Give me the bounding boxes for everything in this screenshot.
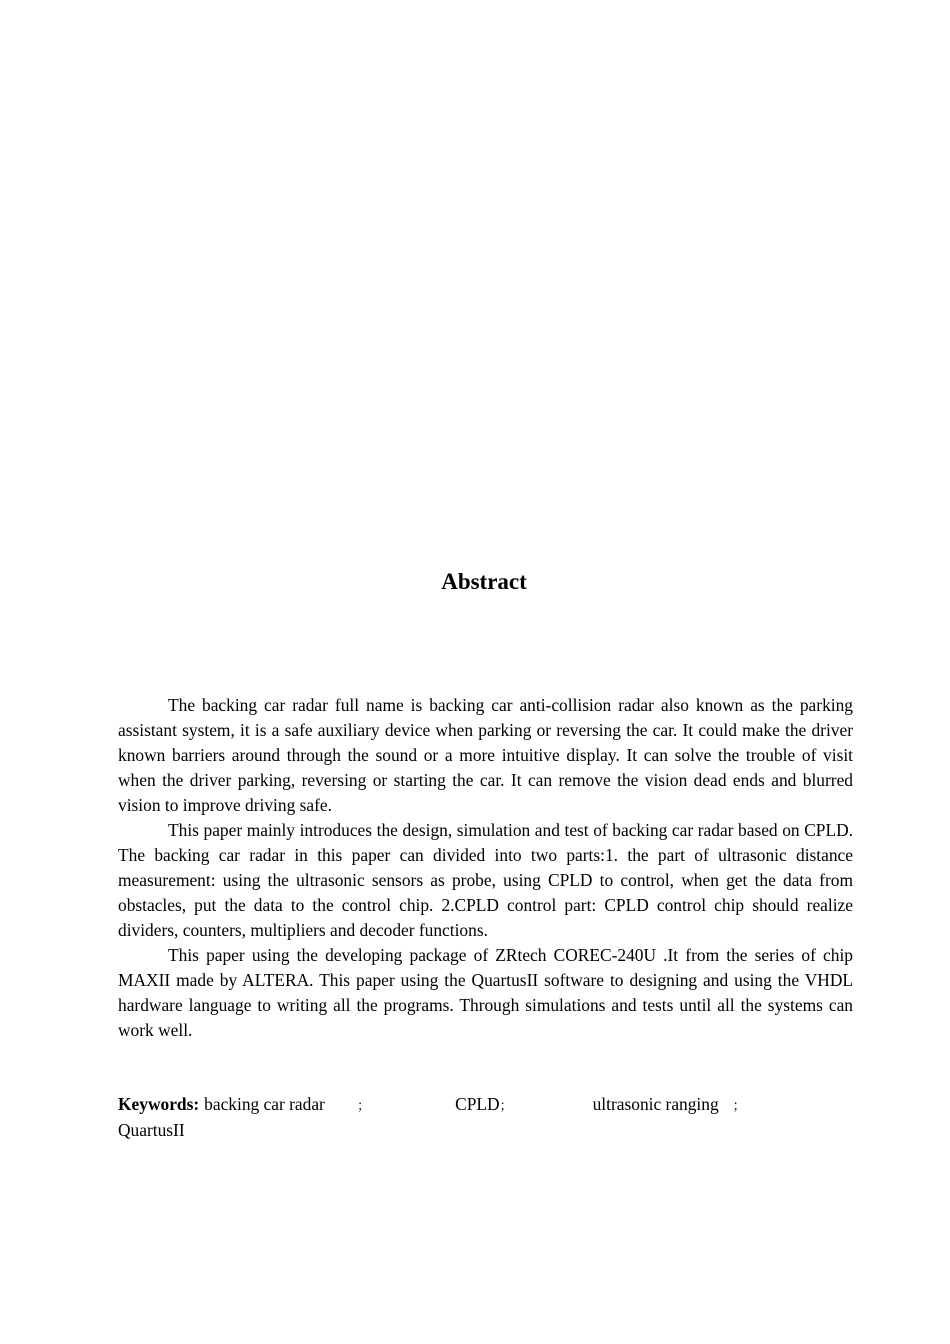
keyword-2: CPLD: [455, 1094, 500, 1114]
keywords-row: [118, 1092, 853, 1118]
abstract-paragraph-2: This paper mainly introduces the design, simulation and test of backing car radar based on CPLD. The backing car radar in this paper can divided into two parts:1. the part of ultrasonic distance measurement: using the ultrasonic sensors as probe, using CPLD to control, when get the data from obstacles, put the data to the control chip. 2.CPLD control part: CPLD control chip should realize dividers, counters, multipliers and decoder functions.: [118, 820, 853, 940]
keywords-row-2: [118, 1118, 853, 1143]
keyword-separator: ；: [357, 1098, 371, 1113]
keywords-section: [118, 1092, 853, 1143]
abstract-body: [118, 693, 853, 1043]
abstract-paragraph-3: This paper using the developing package of ZRtech COREC-240U .It from the series of chip MAXII made by ALTERA. This paper using the QuartusII software to designing and using the VHDL hardware language to writing all the programs. Through simulations and tests until all the systems can work well.: [118, 945, 853, 1040]
keyword-4: QuartusII: [118, 1120, 185, 1140]
keyword-separator: ；: [499, 1098, 513, 1113]
keyword-1: backing car radar: [204, 1094, 325, 1114]
keyword-3: ultrasonic ranging: [592, 1094, 719, 1114]
keywords-label: Keywords:: [118, 1094, 200, 1114]
keyword-separator: ；: [732, 1098, 746, 1113]
abstract-title: Abstract: [441, 569, 527, 594]
abstract-paragraph-1: The backing car radar full name is backing car anti-collision radar also known as the parking assistant system, it is a safe auxiliary device when parking or reversing the car. It could make the driver known barriers around through the sound or a more intuitive display. It can solve the trouble of visit when the driver parking, reversing or starting the car. It can remove the vision dead ends and blurred vision to improve driving safe.: [118, 695, 853, 815]
